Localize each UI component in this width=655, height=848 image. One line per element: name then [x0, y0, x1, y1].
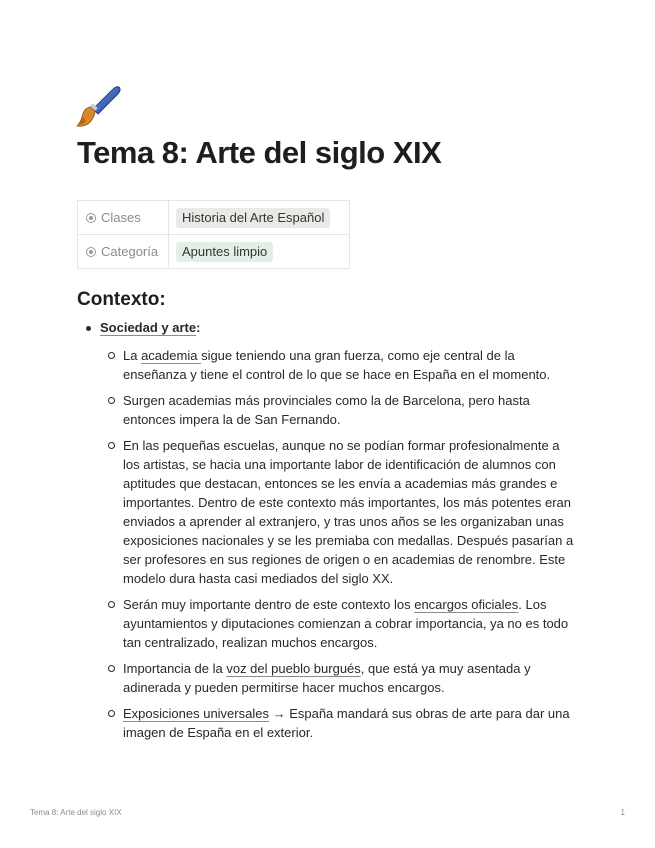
- paintbrush-icon: [76, 84, 124, 132]
- page-title: Tema 8: Arte del siglo XIX: [77, 135, 442, 170]
- property-value-cell[interactable]: [169, 235, 350, 269]
- list-item: [100, 595, 577, 652]
- bullet-list: [77, 318, 577, 742]
- item-text: , que está ya muy asentada y adinerada y pueden permitirse hacer muchos encargos.: [123, 661, 531, 695]
- content: [77, 318, 577, 749]
- properties-table: [77, 200, 350, 269]
- item-link[interactable]: voz del pueblo burgués: [226, 661, 361, 676]
- list-item: [100, 346, 577, 384]
- property-label: Categoría: [101, 244, 159, 259]
- item-link[interactable]: academia: [141, 348, 202, 363]
- item-text: sigue teniendo una gran fuerza, como eje central de la enseñanza y tiene el control de lo que se hace en España en el momento.: [123, 348, 551, 382]
- list-item: [100, 436, 577, 588]
- property-value-cell[interactable]: [169, 201, 350, 235]
- item-text: → España mandará sus obras de arte para dar una imagen de España en el exterior.: [123, 706, 570, 740]
- bullet-label: Sociedad y arte: [100, 320, 197, 335]
- item-text: Importancia de la: [123, 661, 227, 676]
- property-name-cell: [78, 201, 169, 235]
- item-text: Surgen academias más provinciales como la de Barcelona, pero hasta entonces impera la de San Fernando.: [123, 393, 530, 427]
- item-link[interactable]: encargos oficiales: [414, 597, 519, 612]
- item-text: . Los ayuntamientos y diputaciones comienzan a cobrar importancia, ya no es todo tan centralizado, realizan muchos encargos.: [123, 597, 569, 650]
- section-heading: Contexto:: [77, 289, 166, 310]
- select-icon: [86, 247, 96, 257]
- property-tag[interactable]: Historia del Arte Español: [176, 208, 330, 228]
- property-name-cell: [78, 235, 169, 269]
- item-text: Serán muy importante dentro de este contexto los: [123, 597, 415, 612]
- property-row-categoria: [78, 235, 350, 269]
- footer-page-number: 1: [620, 808, 625, 817]
- item-link[interactable]: Exposiciones universales: [123, 706, 269, 721]
- sub-list: [100, 346, 577, 742]
- property-label: Clases: [101, 210, 141, 225]
- item-text: En las pequeñas escuelas, aunque no se podían formar profesionalmente a los artistas, se hacia una importante labor de identificación de alumnos con aptitudes que destacan, entonces se les envía a academias más grandes e importantes. Dentro de este contexto más importantes, los más potentes eran enviados a aprender al extranjero, y tras unos años se les organizaban unas exposiciones nacionales y se les premiaba con medallas. Después pasarían a ser profesores en sus regiones de origen o en academias de renombre. Este modelo dura hasta casi mediados del siglo XX.: [123, 438, 574, 586]
- property-tag[interactable]: Apuntes limpio: [176, 242, 273, 262]
- footer-doc-title: Tema 8: Arte del siglo XIX: [30, 808, 122, 817]
- list-item: [77, 318, 577, 742]
- bullet-suffix: :: [196, 320, 201, 335]
- list-item: [100, 391, 577, 429]
- item-text: La: [123, 348, 142, 363]
- bullet-heading: [100, 318, 577, 340]
- list-item: [100, 704, 577, 742]
- select-icon: [86, 213, 96, 223]
- list-item: [100, 659, 577, 697]
- property-row-clases: [78, 201, 350, 235]
